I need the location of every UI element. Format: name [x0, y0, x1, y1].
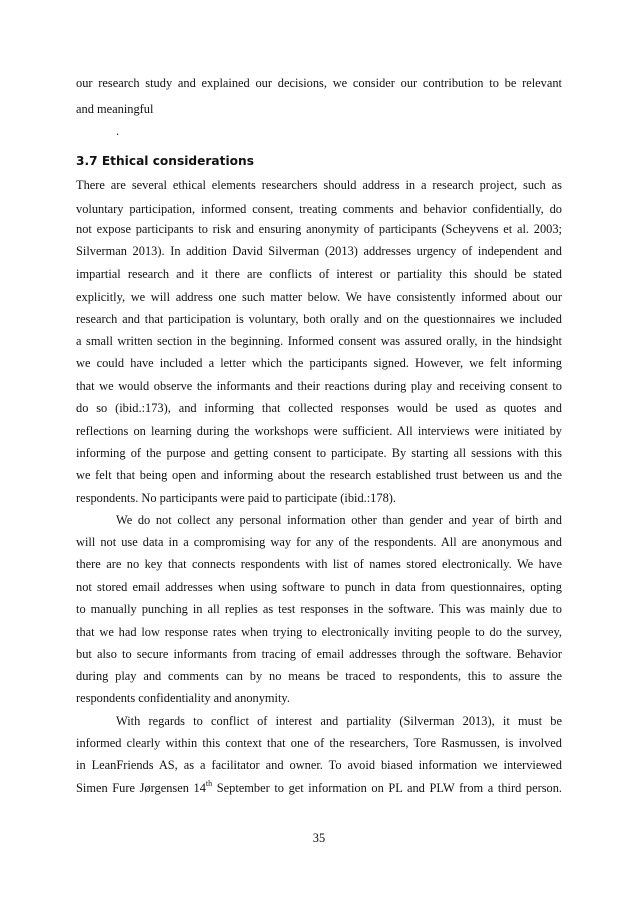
paragraph-2-line: but also to secure informants from tracing of email addresses through the software. Behavior — [76, 647, 562, 661]
page-number: 35 — [312, 831, 326, 845]
paragraph-1-line: a small written section in the beginning. Informed consent was assured orally, in the hindsight — [76, 334, 562, 348]
paragraph-2-line: not stored email addresses when using software to punch in data from questionnaires, opting — [76, 580, 562, 594]
paragraph-2-line: that we had low response rates when trying to electronically inviting people to do the survey, — [76, 625, 562, 639]
intro-line-2: and meaningful — [76, 102, 154, 116]
section-heading: 3.7 Ethical considerations — [76, 154, 254, 168]
paragraph-1-line: respondents. No participants were paid to participate (ibid.:178). — [76, 491, 396, 505]
paragraph-1-line: research and that participation is voluntary, both orally and on the questionnaires we included — [76, 312, 562, 326]
paragraph-2-line: during play and comments can by no means be traced to respondents, this to assure the — [76, 669, 562, 683]
paragraph-1-line: voluntary participation, informed consent, treating comments and behavior confidentially, do — [76, 202, 562, 216]
paragraph-2-line: there are no key that connects respondents with list of names stored electronically. We have — [76, 557, 562, 571]
paragraph-1-line: do so (ibid.:173), and informing that collected responses would be used as quotes and — [76, 401, 562, 415]
ordinal-superscript: th — [205, 778, 213, 788]
paragraph-2-line: respondents confidentiality and anonymity. — [76, 691, 290, 705]
paragraph-3-last-line — [76, 780, 562, 796]
paragraph-1-line: we could have included a letter which the participants signed. However, we felt informing — [76, 356, 562, 370]
paragraph-3-last-line-after: September to get information on PL and PLW from a third person. — [212, 781, 563, 795]
paragraph-1-line: informing of the purpose and getting consent to participate. By starting all sessions with this — [76, 446, 562, 460]
paragraph-3-last-line-before: Simen Fure Jørgensen 14 — [76, 781, 206, 795]
paragraph-1-line: impartial research and it there are conflicts of interest or partiality this should be stated — [76, 267, 562, 281]
paragraph-1-line: reflections on learning during the workshops were sufficient. All interviews were initiated by — [76, 424, 562, 438]
paragraph-2-line: to manually punching in all replies as test responses in the software. This was mainly due to — [76, 602, 562, 616]
paragraph-1-line: Silverman 2013). In addition David Silverman (2013) addresses urgency of independent and — [76, 244, 562, 258]
paragraph-2-line: We do not collect any personal information other than gender and year of birth and — [116, 513, 562, 527]
paragraph-1-line: There are several ethical elements researchers should address in a research project, such as — [76, 178, 562, 192]
intro-line-1: our research study and explained our decisions, we consider our contribution to be relevant — [76, 76, 562, 90]
paragraph-1-line: not expose participants to risk and ensuring anonymity of participants (Scheyvens et al. 2003; — [76, 222, 562, 236]
paragraph-1-line: that we would observe the informants and their reactions during play and receiving consent to — [76, 379, 562, 393]
paragraph-1-line: we felt that being open and informing about the research established trust between us and the — [76, 468, 562, 482]
paragraph-3-line: in LeanFriends AS, as a facilitator and owner. To avoid biased information we interviewed — [76, 758, 562, 772]
paragraph-1-line: explicitly, we will address one such matter below. We have consistently informed about our — [76, 290, 562, 304]
paragraph-3-line: informed clearly within this context that one of the researchers, Tore Rasmussen, is involved — [76, 736, 562, 750]
stray-period: . — [116, 124, 120, 138]
paragraph-2-line: will not use data in a compromising way for any of the respondents. All are anonymous and — [76, 535, 562, 549]
paragraph-3-line: With regards to conflict of interest and partiality (Silverman 2013), it must be — [116, 714, 562, 728]
